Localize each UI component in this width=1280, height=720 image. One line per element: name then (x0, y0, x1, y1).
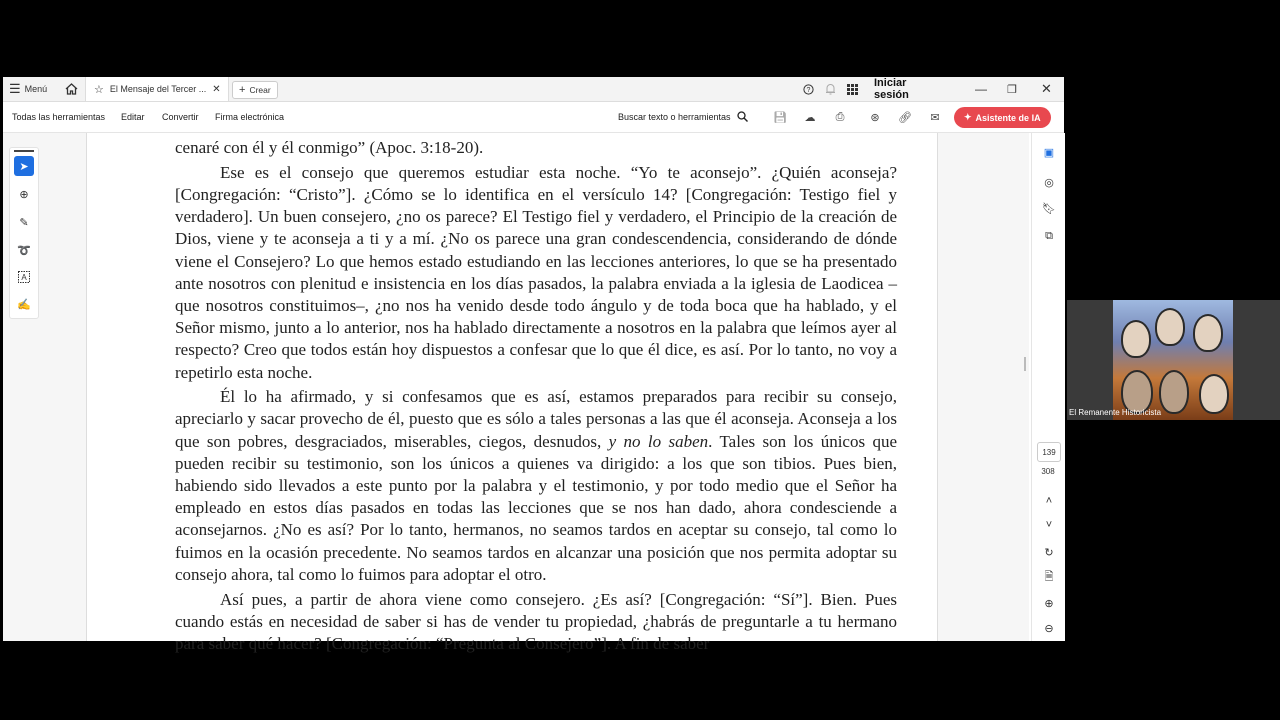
paragraph-3-part-2: . Tales son los únicos que pueden recibir su testimonio, son los únicos a quienes va dirigido: a los que son tibios. Pues bien, habiendo sido llevados a este punto por la palabra y el testimonio, y por todo medio que el Señor ha empleado en estos días pasados en todas las lecciones que se nos han dado, ahora condesciende a aconsejarnos. ¿No es así? Por lo tanto, hermanos, no seamos tardos en aceptar su consejo, tal como lo fuimos en la ocasión precedente. No seamos tardos en alcanzar una posición que nos permita adoptar su consejo ahora, tal como lo fuimos para adoptar el otro. (175, 431, 897, 584)
ai-search-icon[interactable]: ⊛ (870, 111, 880, 124)
quick-tools-bar (9, 147, 39, 319)
svg-text:A: A (21, 273, 27, 282)
page-settings-icon[interactable]: 🗎︎ (1044, 570, 1054, 583)
print-icon[interactable]: ⎙ (835, 110, 845, 123)
create-button[interactable] (232, 81, 278, 99)
paragraph-3 (175, 386, 897, 586)
text-box-icon[interactable] (14, 267, 34, 287)
menu-label: Menú (24, 84, 48, 94)
convert-tab[interactable]: Convertir (162, 112, 199, 122)
main-toolbar (3, 102, 1064, 133)
layers-icon[interactable]: ◎ (1044, 176, 1054, 189)
search-icon (737, 111, 748, 124)
search-tools-label: Buscar texto o herramientas (618, 112, 731, 122)
svg-text:?: ? (806, 86, 811, 94)
pioneers-portrait-image (1113, 300, 1233, 420)
fill-sign-icon[interactable]: ✍ (17, 298, 31, 311)
ai-assistant-button[interactable] (954, 107, 1051, 128)
restore-icon[interactable]: ❐ (1007, 83, 1017, 96)
comment-panel-icon[interactable]: ▣ (1043, 146, 1055, 159)
paragraph-1: cenaré con él y él conmigo” (Apoc. 3:18-20). (175, 138, 484, 157)
ai-sparkle-icon: ✦ (964, 112, 972, 122)
help-icon[interactable] (803, 77, 814, 101)
chevron-down-icon[interactable]: ˅ (1045, 519, 1053, 531)
webcam-label: El Remanente Historicista (1069, 408, 1162, 417)
document-tab-title: El Mensaje del Tercer ... (109, 84, 207, 94)
tab-bar (3, 77, 1064, 102)
home-icon[interactable] (63, 77, 79, 101)
email-icon[interactable]: ✉ (930, 111, 940, 124)
right-panel-bar (1031, 133, 1065, 641)
paragraph-3-part-1: Él lo ha afirmado, y si confesamos que es así, estamos preparados para recibir su consejo, apreciarlo y sacar provecho de él, puesto que es sólo a tales personas a las que él aconseja. Aconseja a los que son pobres, desgraciados, miserables, ciegos, desnudos, (175, 387, 897, 451)
paragraph-2: Ese es el consejo que queremos estudiar esta noche. “Yo te aconsejo”. ¿Quién aconseja? [Congregación: “Cristo”]. ¿Cómo se lo identifica en el versículo 14? [Congregación: Testigo fiel y verdadero]. Un buen consejero, ¿no os parece? El Testigo fiel y verdadero, el Principio de la creación de Dios, viene y te aconseja a ti y a mí. ¿No os parece una gran condescendencia, considerando de dónde viene el Consejero? Lo que hemos estado estudiando en las lecciones anteriores, lo que se ha presentado ante nosotros con plenitud e insistencia en los días pasados, la palabra enviada a la iglesia de Laodicea –que nosotros constituimos–, ¿no nos ha venido desde todo ángulo y de toda boca que ha hablado, y el Señor mismo, junto a lo anterior, nos ha hablado directamente a nosotros en la palabra que leímos ayer al respecto? Creo que todos están hoy dispuestos a confesar que lo que él dice, es así. Por lo tanto, no voy a repetirlo esta noche. (175, 162, 897, 382)
page-text (175, 137, 897, 658)
minimize-icon[interactable]: — (975, 82, 987, 96)
plus-icon: + (239, 84, 246, 96)
paragraph-3-italic: y no lo saben (608, 431, 709, 451)
select-cursor-icon[interactable]: ➤ (14, 156, 34, 176)
save-icon[interactable]: 💾︎ (773, 111, 787, 124)
apps-grid-icon[interactable] (847, 77, 858, 101)
upload-cloud-icon[interactable]: ☁ (804, 111, 816, 124)
toolbar-divider (14, 150, 34, 152)
star-icon[interactable]: ☆ (94, 83, 104, 96)
create-label: Crear (249, 85, 271, 95)
zoom-in-icon[interactable]: ⊕ (1044, 597, 1054, 610)
hamburger-icon: ☰ (9, 81, 21, 96)
highlight-pen-icon[interactable]: ✎ (19, 216, 29, 229)
search-tools-button[interactable] (618, 102, 748, 132)
lasso-draw-icon[interactable]: ➰ (17, 244, 31, 257)
esign-tab[interactable]: Firma electrónica (215, 112, 285, 122)
scrollbar-thumb[interactable] (1024, 357, 1026, 371)
total-pages: 308 (1041, 467, 1055, 476)
document-tab[interactable] (85, 77, 229, 101)
close-window-icon[interactable]: ✕ (1041, 81, 1052, 96)
bell-icon[interactable] (825, 77, 836, 101)
current-page-input[interactable]: 139 (1037, 442, 1061, 462)
zoom-out-icon[interactable]: ⊖ (1044, 622, 1054, 635)
zoom-comment-icon[interactable]: ⊕ (19, 188, 29, 201)
edit-tab[interactable]: Editar (121, 112, 145, 122)
copy-pages-icon[interactable]: ⧉ (1045, 229, 1053, 242)
link-icon[interactable]: 🔗︎ (898, 111, 912, 124)
bookmark-icon[interactable]: 🔖︎ (1042, 202, 1056, 215)
menu-button[interactable] (9, 77, 47, 101)
refresh-icon[interactable]: ↻ (1044, 546, 1054, 559)
all-tools-tab[interactable]: Todas las herramientas (12, 112, 106, 122)
document-page[interactable] (86, 133, 938, 653)
sign-in-button[interactable]: Iniciar sesión (874, 77, 909, 101)
close-tab-icon[interactable]: ✕ (212, 83, 221, 95)
ai-assistant-label: Asistente de IA (975, 112, 1041, 123)
paragraph-4: Así pues, a partir de ahora viene como consejero. ¿Es así? [Congregación: “Sí”]. Bien. Pues cuando estás en necesidad de saber si has de vender tu propiedad, ¿habrás de preguntarle a tu hermano para saber qué hacer? [Congregación: “Pregunta al Consejero”]. A fin de saber (175, 589, 897, 653)
webcam-overlay (1067, 300, 1280, 420)
chevron-up-icon[interactable]: ˄ (1045, 495, 1053, 507)
